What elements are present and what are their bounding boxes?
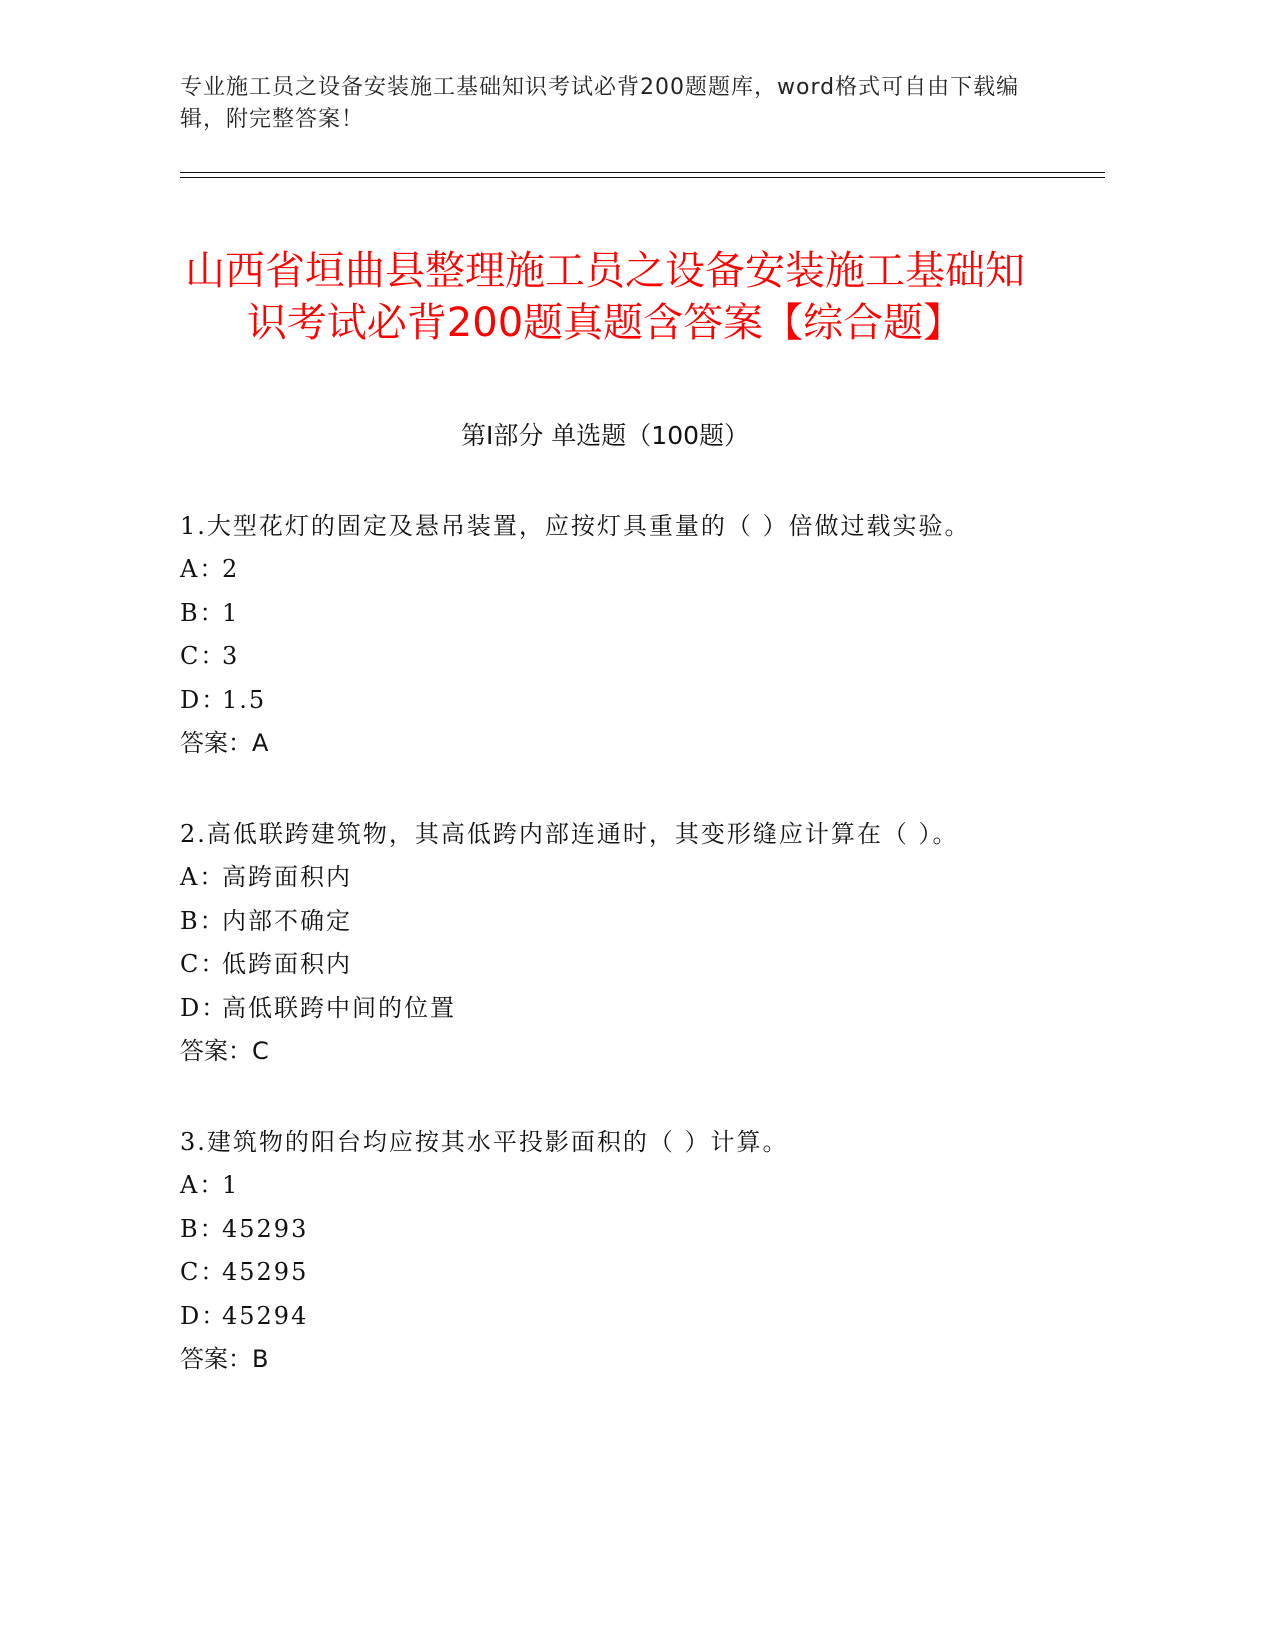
answer-value: B (252, 1345, 269, 1373)
option-a (180, 1164, 1080, 1208)
answer-value: C (252, 1037, 269, 1065)
question-list (180, 505, 1080, 1429)
answer-line (180, 722, 1080, 765)
answer-label: 答案： (180, 729, 252, 757)
option-letter: A： (180, 555, 226, 583)
option-letter: C： (180, 642, 227, 670)
header-note: 专业施工员之设备安装施工基础知识考试必背200题题库，word格式可自由下载编辑，附完整答案！ (180, 75, 1020, 132)
option-letter: D： (180, 1301, 228, 1330)
answer-line (180, 1338, 1080, 1381)
question-stem: 1.大型花灯的固定及悬吊装置，应按灯具重量的（ ）倍做过载实验。 (180, 512, 971, 540)
answer-label: 答案： (180, 1037, 252, 1065)
option-letter: C： (180, 950, 227, 978)
option-letter: B： (180, 906, 226, 935)
option-text: 1 (222, 598, 240, 627)
option-d (180, 1295, 1080, 1339)
option-text: 45294 (222, 1301, 309, 1330)
question-1 (180, 505, 1080, 765)
option-text: 内部不确定 (222, 906, 352, 935)
question-2 (180, 813, 1080, 1073)
option-letter: A： (180, 1171, 226, 1199)
answer-value: A (252, 729, 269, 757)
option-letter: B： (180, 598, 226, 627)
option-text: 45293 (222, 1214, 309, 1243)
option-a (180, 856, 1080, 900)
question-stem: 2.高低联跨建筑物，其高低跨内部连通时，其变形缝应计算在（ ）。 (180, 820, 959, 848)
option-letter: B： (180, 1214, 226, 1243)
option-text: 高跨面积内 (222, 863, 352, 891)
option-text: 3 (222, 642, 240, 670)
option-b (180, 592, 1080, 636)
option-b (180, 1208, 1080, 1252)
header-divider-top (180, 172, 1105, 173)
option-text: 1 (222, 1171, 240, 1199)
answer-label: 答案： (180, 1345, 252, 1373)
answer-line (180, 1030, 1080, 1073)
option-text: 低跨面积内 (222, 950, 352, 978)
option-text: 高低联跨中间的位置 (222, 993, 456, 1022)
option-letter: D： (180, 685, 228, 714)
option-d (180, 987, 1080, 1031)
header-divider-bottom (180, 177, 1105, 178)
question-stem: 3.建筑物的阳台均应按其水平投影面积的（ ）计算。 (180, 1128, 789, 1156)
option-a (180, 548, 1080, 592)
option-letter: A： (180, 863, 226, 891)
section-title: 第Ⅰ部分 单选题（100题） (460, 421, 750, 450)
option-b (180, 900, 1080, 944)
option-c (180, 943, 1080, 987)
option-text: 45295 (222, 1258, 309, 1286)
option-letter: D： (180, 993, 228, 1022)
option-c (180, 635, 1080, 679)
document-title: 山西省垣曲县整理施工员之设备安装施工基础知识考试必背200题真题含答案【综合题】 (185, 247, 1025, 346)
question-3 (180, 1121, 1080, 1381)
option-c (180, 1251, 1080, 1295)
option-text: 2 (222, 555, 240, 583)
option-text: 1.5 (222, 685, 267, 714)
option-letter: C： (180, 1258, 227, 1286)
option-d (180, 679, 1080, 723)
